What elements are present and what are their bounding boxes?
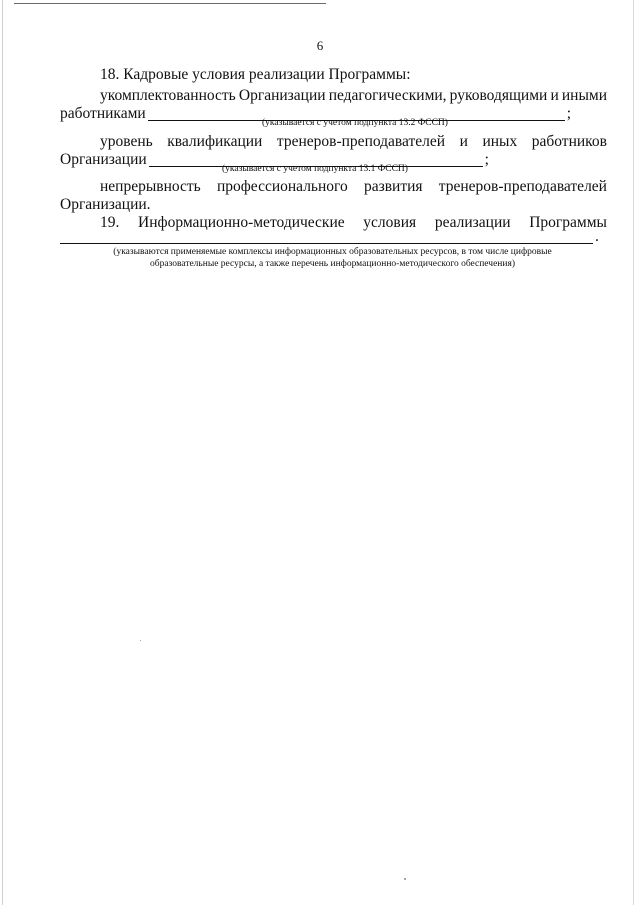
staffing-hint: (указывается с учетом подпункта 13.2 ФССП): [262, 118, 448, 128]
qualification-word: работников: [531, 133, 607, 150]
section-19-word: Программы: [529, 214, 607, 231]
staffing-word: руководящими: [449, 87, 548, 104]
qualification-word: квалификации: [167, 133, 263, 150]
staffing-terminator: ;: [566, 105, 572, 122]
section-19-word: Информационно-методические: [138, 214, 345, 231]
staffing-word: Организации: [238, 87, 326, 104]
section-19-word: 19.: [100, 214, 120, 231]
development-word: профессионального: [216, 178, 348, 195]
section-19-fill-line: [60, 228, 605, 246]
page-number: 6: [316, 38, 324, 53]
scan-left-edge: [2, 0, 3, 905]
development-word: развития: [363, 178, 423, 195]
qualification-word: иных: [482, 133, 518, 150]
staffing-word: и: [550, 87, 559, 104]
scan-right-edge: [633, 0, 634, 905]
qualification-continuation: Организации: [60, 151, 147, 168]
section-18-heading: 18. Кадровые условия реализации Программы:: [100, 66, 411, 83]
scan-speck: [140, 640, 141, 641]
qualification-hint: (указывается с учетом подпункта 13.1 ФССП): [222, 164, 408, 174]
scan-top-rule: [14, 3, 326, 4]
scan-speck: [404, 878, 406, 880]
development-line: [100, 178, 607, 196]
development-word: непрерывность: [100, 178, 201, 195]
section-19-hint-line-1: (указываются применяемые комплексы информационных образовательных ресурсов, в том числе цифровые: [113, 247, 552, 257]
section-19-blank-field[interactable]: [60, 229, 593, 244]
staffing-line: [100, 87, 607, 105]
staffing-word: педагогическими,: [328, 87, 447, 104]
section-19-word: условия: [363, 214, 417, 231]
qualification-terminator: ;: [484, 151, 489, 168]
qualification-word: и: [459, 133, 468, 150]
staffing-continuation: работниками: [60, 105, 146, 122]
qualification-line: [100, 133, 607, 151]
qualification-word: тренеров-преподавателей: [276, 133, 446, 150]
section-19-terminator: .: [595, 228, 599, 245]
section-19-word: реализации: [434, 214, 511, 231]
staffing-word: иными: [561, 87, 607, 104]
qualification-word: уровень: [100, 133, 153, 150]
section-19-hint-line-2: образовательные ресурсы, а также перечень информационно-методического обеспечения): [149, 259, 515, 269]
development-word: тренеров-преподавателей: [438, 178, 607, 195]
development-continuation: Организации.: [60, 196, 151, 213]
staffing-word: укомплектованность: [100, 87, 236, 104]
